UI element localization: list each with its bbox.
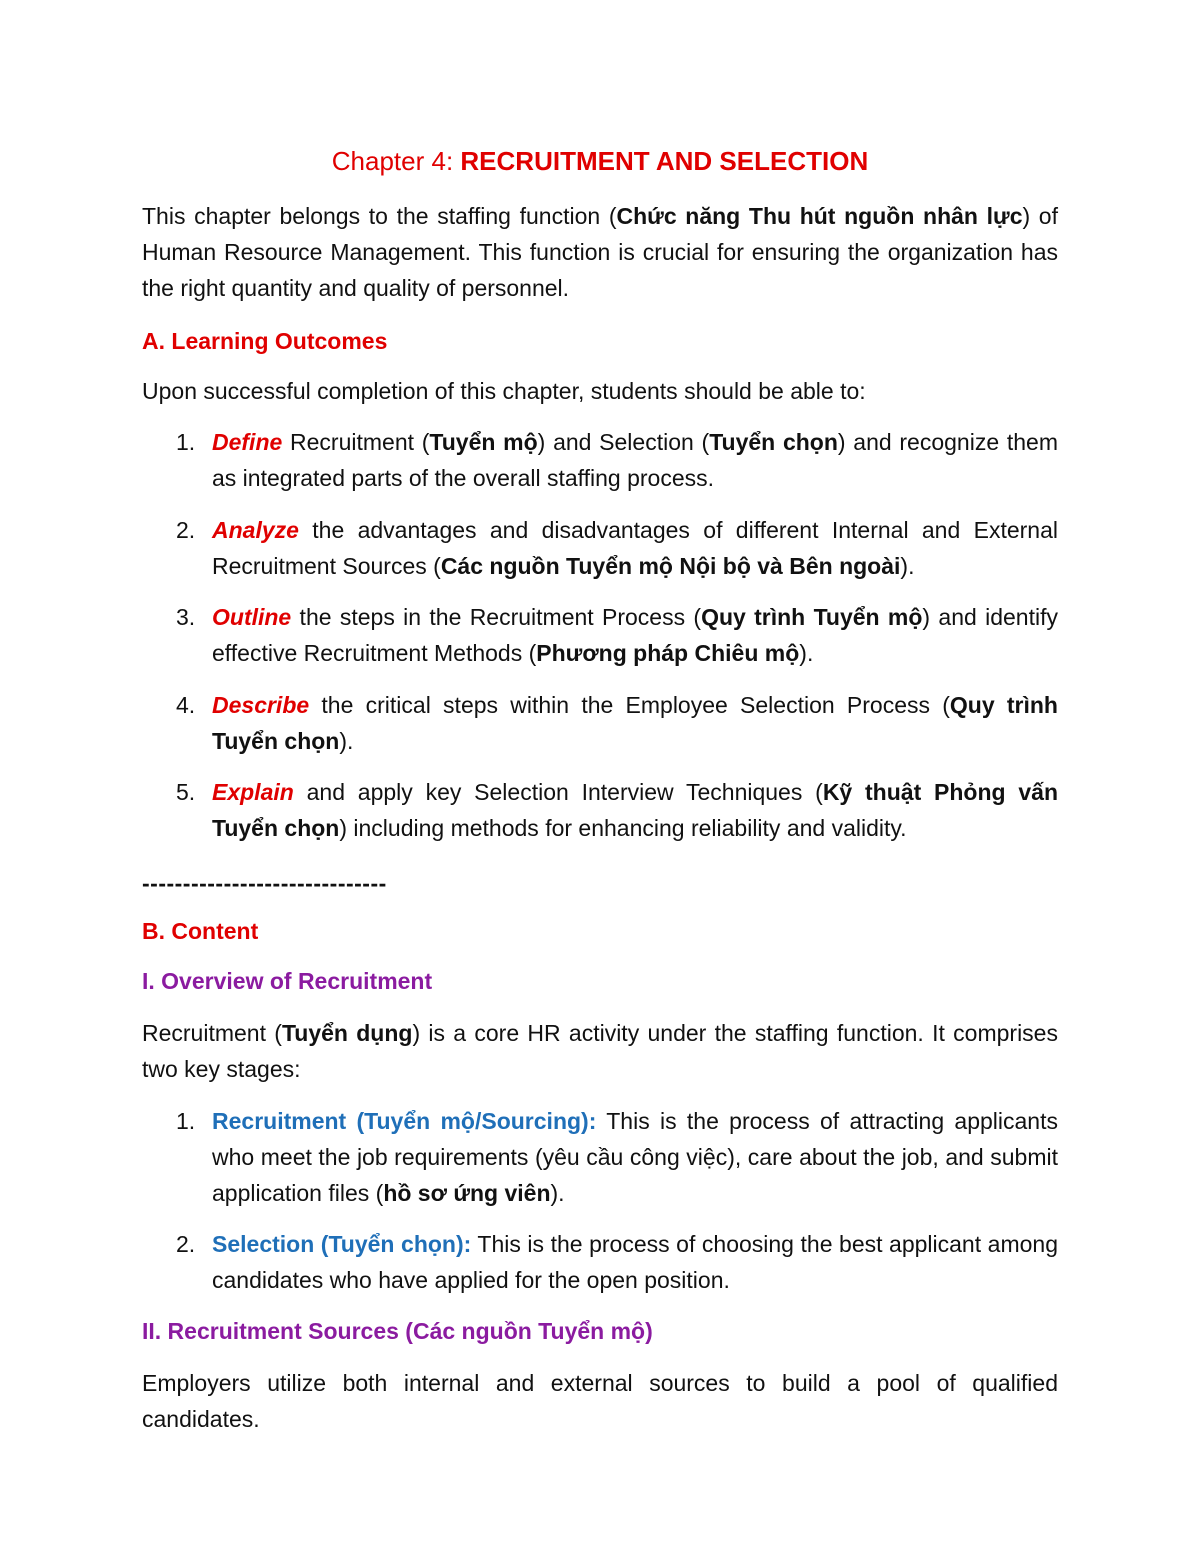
outcome-item-1 xyxy=(176,424,1058,496)
stage-text: ). xyxy=(550,1180,565,1206)
recruitment-overview-paragraph xyxy=(142,1015,1058,1087)
outcome-bold-term: Kỹ thuật Phỏng vấn Tuyển chọn xyxy=(212,779,1058,841)
outcome-item-2 xyxy=(176,512,1058,584)
outcome-bold-term: Quy trình Tuyển mộ xyxy=(701,604,923,630)
outcome-text: and apply key Selection Interview Techniques ( xyxy=(293,779,823,805)
subsection-1-heading: I. Overview of Recruitment xyxy=(142,968,433,994)
outcome-text: ) and identify effective Recruitment Methods ( xyxy=(212,604,1058,666)
list-number: 1. xyxy=(176,429,196,455)
stage-item-1 xyxy=(176,1103,1058,1211)
chapter-name: RECRUITMENT AND SELECTION xyxy=(460,146,869,176)
subsection-2-heading: II. Recruitment Sources (Các nguồn Tuyển mộ) xyxy=(142,1318,653,1344)
outcome-bold-term: Các nguồn Tuyển mộ Nội bộ và Bên ngoài xyxy=(440,553,901,579)
intro-text-2: ) of Human Resource Management. This function is crucial for ensuring the organization has the right quantity and quality of personnel. xyxy=(142,203,1058,301)
outcome-text: ). xyxy=(339,728,354,754)
outcome-item-3 xyxy=(176,599,1058,671)
chapter-title xyxy=(0,143,1200,179)
outcome-verb: Define xyxy=(212,429,283,455)
outcome-text: ) and Selection ( xyxy=(537,429,710,455)
intro-paragraph xyxy=(142,198,1058,306)
outcome-text: the critical steps within the Employee Selection Process ( xyxy=(309,692,950,718)
list-number: 5. xyxy=(176,779,196,805)
outcome-item-4 xyxy=(176,687,1058,759)
stage-bold-term: hồ sơ ứng viên xyxy=(383,1180,551,1206)
overview-text: Recruitment ( xyxy=(142,1020,282,1046)
outcome-verb: Explain xyxy=(212,779,294,805)
section-a-heading: A. Learning Outcomes xyxy=(142,328,388,354)
outcome-text: the steps in the Recruitment Process ( xyxy=(291,604,702,630)
stage-text: This is the process of attracting applicants who meet the job requirements (yêu cầu công việc), care about the job, and submit application files ( xyxy=(212,1108,1058,1206)
outcome-bold-term: Quy trình Tuyển chọn xyxy=(212,692,1058,754)
overview-bold-term: Tuyển dụng xyxy=(281,1020,413,1046)
overview-text: ) is a core HR activity under the staffing function. It comprises two key stages: xyxy=(142,1020,1058,1082)
outcome-item-5 xyxy=(176,774,1058,846)
recruitment-sources-paragraph: Employers utilize both internal and external sources to build a pool of qualified candidates. xyxy=(142,1370,1058,1432)
outcome-text: ). xyxy=(900,553,915,579)
list-number: 3. xyxy=(176,604,196,630)
intro-bold-term: Chức năng Thu hút nguồn nhân lực xyxy=(616,203,1023,229)
outcome-verb: Outline xyxy=(212,604,292,630)
outcome-text: the advantages and disadvantages of different Internal and External Recruitment Sources ( xyxy=(212,517,1058,579)
outcome-text: ) including methods for enhancing reliability and validity. xyxy=(339,815,907,841)
list-number: 4. xyxy=(176,692,196,718)
outcome-text: ) and recognize them as integrated parts of the overall staffing process. xyxy=(212,429,1058,491)
outcome-bold-term: Tuyển mộ xyxy=(429,429,538,455)
list-number: 2. xyxy=(176,1231,196,1257)
stage-item-2 xyxy=(176,1226,1058,1298)
outcome-bold-term: Tuyển chọn xyxy=(709,429,838,455)
outcome-verb: Analyze xyxy=(212,517,299,543)
outcome-verb: Describe xyxy=(212,692,310,718)
section-a-lead: Upon successful completion of this chapter, students should be able to: xyxy=(142,378,866,404)
outcome-text: Recruitment ( xyxy=(282,429,430,455)
section-b-heading: B. Content xyxy=(142,918,259,944)
section-separator: ------------------------------ xyxy=(142,870,387,896)
chapter-number: Chapter 4: xyxy=(331,146,454,176)
stage-label: Selection (Tuyển chọn): xyxy=(212,1231,472,1257)
outcome-text: ). xyxy=(799,640,814,666)
list-number: 2. xyxy=(176,517,196,543)
list-number: 1. xyxy=(176,1108,196,1134)
stage-text: This is the process of choosing the best applicant among candidates who have applied for the open position. xyxy=(212,1231,1058,1293)
outcome-bold-term: Phương pháp Chiêu mộ xyxy=(536,640,800,666)
stage-label: Recruitment (Tuyển mộ/Sourcing): xyxy=(212,1108,597,1134)
intro-text-1: This chapter belongs to the staffing function ( xyxy=(142,203,617,229)
